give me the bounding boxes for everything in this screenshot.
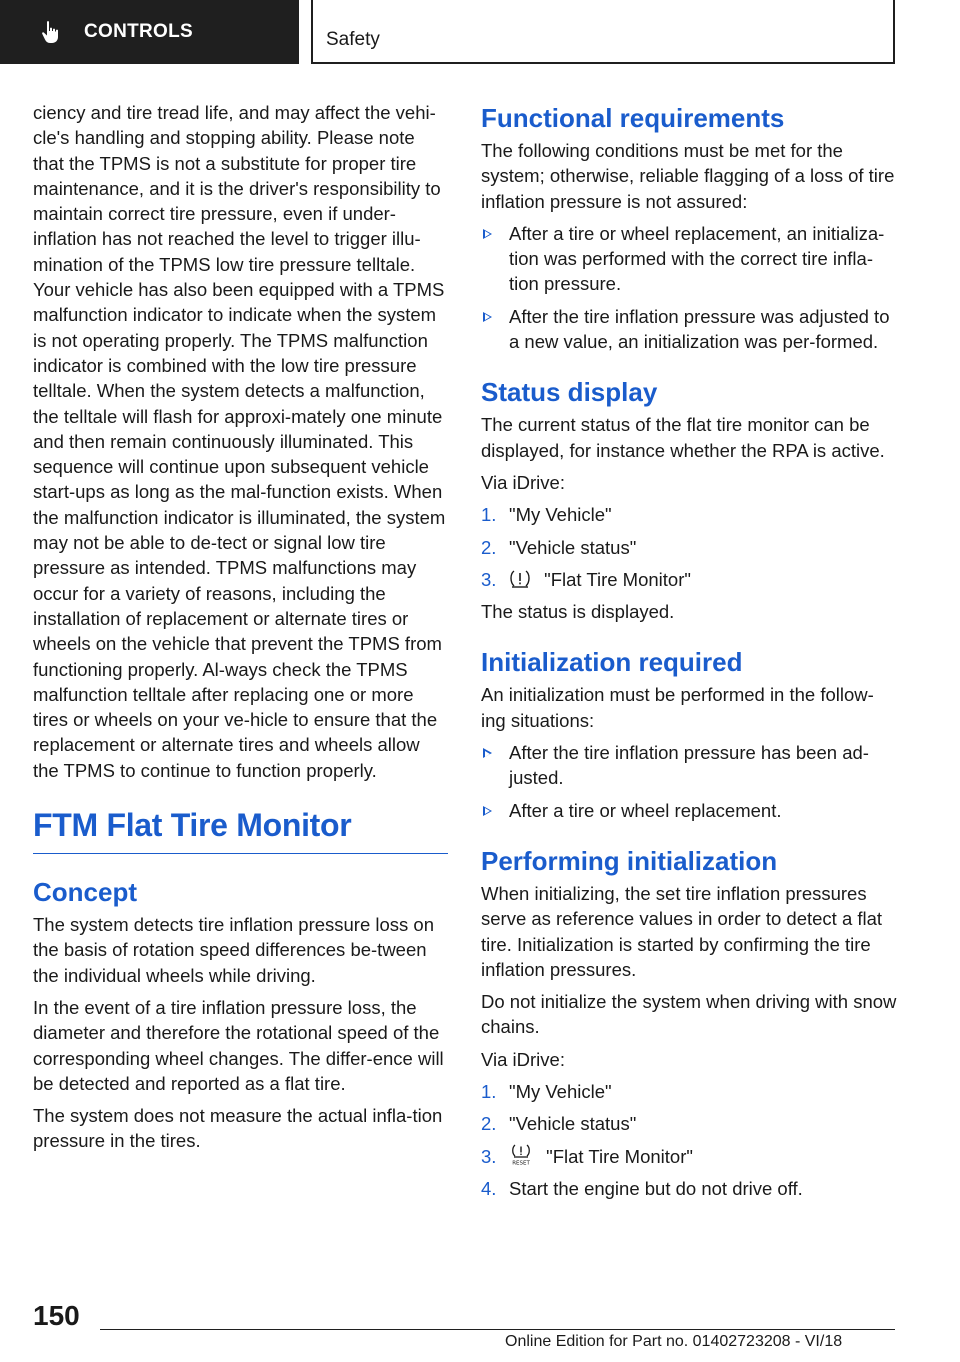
tpms-paragraph: ciency and tire tread life, and may affect the vehi-cle's handling and stopping ability. Please note that the TPMS is not a substitute for proper tire maintenance, and it is the driver's responsibility to maintain correct tire pressure, even if under-inflation has not reached the level to trigger illu-mination of the TPMS low tire pressure telltale. Your vehicle has also been equipped with a TPMS malfunction indicator to indicate when the system is not operating properly. The TPMS malfunction indicator is combined with the low tire pressure telltale. When the system detects a malfunction, the telltale will flash for approxi-mately one minute and then remain continuously illuminated. This sequence will continue upon subsequent vehicle start-ups as long as the mal-function exists. When the malfunction indicator is illuminated, the system may not be able to de-tect or signal low tire pressure as intended. TPMS malfunctions may occur for a variety of reasons, including the installation of replacement or alternate tires or wheels on the vehicle that prevent the TPMS from functioning properly. Al-ways check the TPMS malfunction telltale after replacing one or more tires or wheels on your ve-hicle to ensure that the replacement or alternate tires and wheels allow the TPMS to continue to function properly. — [33, 102, 446, 781]
section-label: Safety — [326, 29, 380, 50]
functional-heading: Functional requirements — [481, 103, 785, 133]
list-item — [481, 1144, 897, 1169]
perform-steps — [481, 1079, 897, 1201]
status-heading: Status display — [481, 377, 658, 408]
hand-pointer-icon — [40, 20, 62, 44]
concept-paragraph-2: In the event of a tire inflation pressure loss, the diameter and therefore the rotational speed of the corresponding wheel changes. The differ-ence will be detected and reported as a flat tire. — [33, 996, 444, 1094]
functional-intro: The following conditions must be met for the system; otherwise, reliable flagging of a loss of tire inflation pressure is not assured: — [481, 140, 895, 212]
status-intro: The current status of the flat tire monitor can be displayed, for instance whether the RPA is active. — [481, 414, 885, 461]
section-tab — [311, 0, 895, 64]
step-text: "Vehicle status" — [509, 536, 637, 558]
step-number: 3. — [481, 568, 497, 590]
list-item — [481, 567, 897, 592]
list-item: After a tire or wheel replacement, an initializa-tion was performed with the correct tire infla-tion pressure. — [481, 221, 897, 297]
step-number: 2. — [481, 536, 497, 558]
list-item — [481, 1176, 897, 1201]
step-text: "Flat Tire Monitor" — [546, 1145, 693, 1167]
step-text: "Flat Tire Monitor" — [544, 568, 691, 590]
edition-note: Online Edition for Part no. 01402723208 - VI/18 — [505, 1333, 843, 1350]
step-number: 1. — [481, 504, 497, 526]
status-via: Via iDrive: — [481, 471, 565, 493]
init-required-heading: Initialization required — [481, 647, 743, 678]
left-column — [33, 100, 448, 1161]
step-number: 1. — [481, 1081, 497, 1103]
concept-paragraph-3: The system does not measure the actual infla-tion pressure in the tires. — [33, 1105, 443, 1152]
reset-icon-text: RESET — [512, 1160, 530, 1166]
list-item: After the tire inflation pressure was adjusted to a new value, an initialization was per-formed. — [481, 304, 897, 355]
perform-heading: Performing initialization — [481, 845, 778, 876]
step-text: "My Vehicle" — [509, 504, 612, 526]
step-number: 4. — [481, 1177, 497, 1199]
list-item — [481, 535, 897, 560]
perform-paragraph-1: When initializing, the set tire inflation pressures serve as reference values in order to detect a flat tire. Initialization is started by confirming the tire inflation pressures. — [481, 882, 883, 980]
functional-list — [481, 221, 897, 354]
concept-paragraph-1: The system detects tire inflation pressure loss on the basis of rotation speed differences be-tween the individual wheels while driving. — [33, 914, 435, 986]
main-heading: FTM Flat Tire Monitor — [33, 805, 448, 854]
chapter-label: CONTROLS — [84, 21, 194, 42]
step-text: Start the engine but do not drive off. — [509, 1177, 803, 1199]
right-column — [481, 100, 897, 1208]
status-steps — [481, 502, 897, 592]
tire-warning-icon — [509, 569, 531, 589]
list-item: After the tire inflation pressure has been ad-justed. — [481, 740, 897, 791]
list-item: After a tire or wheel replacement. — [481, 798, 897, 823]
page-header — [0, 0, 960, 66]
init-required-intro: An initialization must be performed in the follow-ing situations: — [481, 684, 874, 731]
init-required-list — [481, 740, 897, 823]
step-text: "My Vehicle" — [509, 1081, 612, 1103]
page-number: 150 — [33, 1300, 80, 1331]
chapter-tab — [0, 0, 299, 64]
step-number: 3. — [481, 1145, 497, 1167]
perform-via: Via iDrive: — [481, 1048, 565, 1070]
tire-reset-icon — [509, 1144, 533, 1166]
step-text: "Vehicle status" — [509, 1113, 637, 1135]
footer-divider — [100, 1329, 895, 1330]
step-number: 2. — [481, 1113, 497, 1135]
concept-heading: Concept — [33, 877, 137, 908]
list-item — [481, 1079, 897, 1104]
status-result: The status is displayed. — [481, 601, 675, 623]
perform-paragraph-2: Do not initialize the system when driving with snow chains. — [481, 991, 897, 1038]
list-item — [481, 1111, 897, 1136]
list-item — [481, 502, 897, 527]
